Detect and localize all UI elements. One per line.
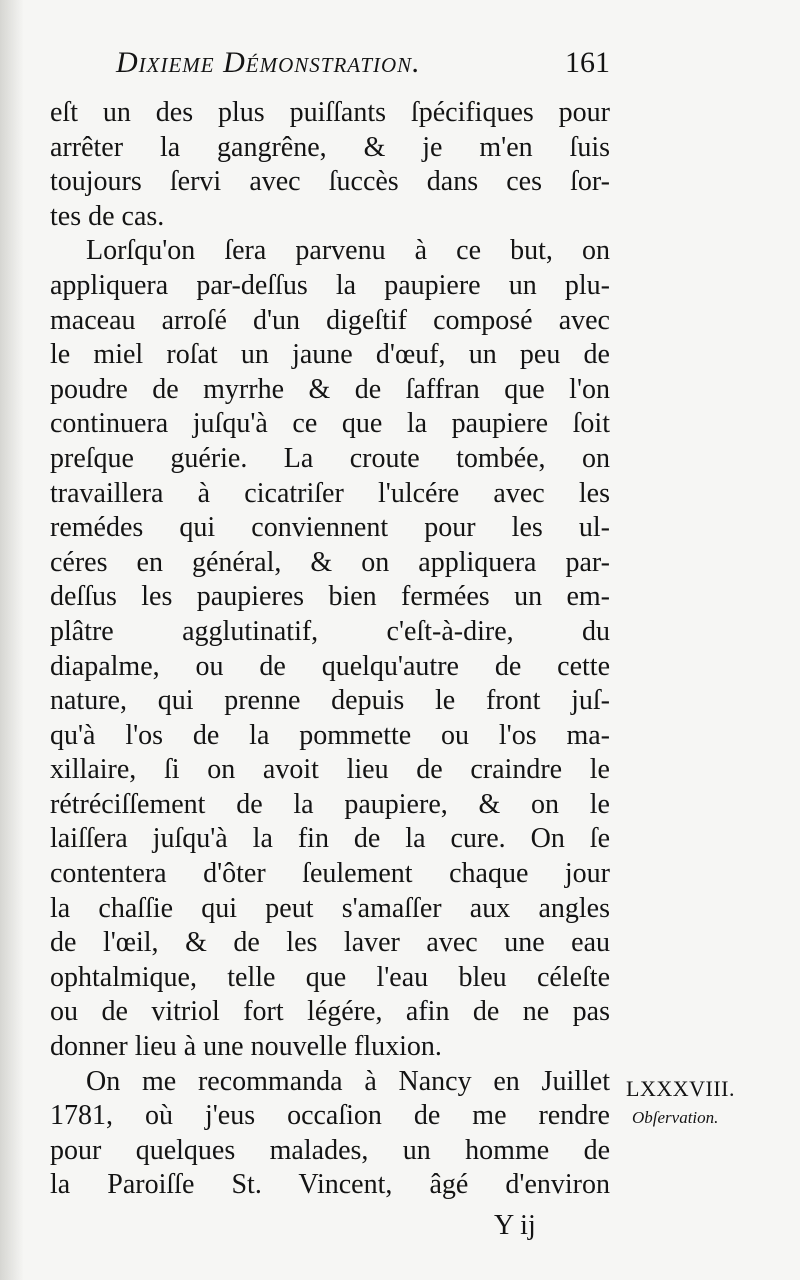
page-gutter-shadow (0, 0, 24, 1280)
text-line: rétréciſſement de la paupiere, & on le (50, 788, 610, 820)
running-title: Dixieme Démonstration. (116, 46, 421, 79)
text-line: céres en général, & on appliquera par- (50, 546, 610, 578)
text-line: le miel roſat un jaune d'œuf, un peu de (50, 339, 610, 371)
text-line: poudre de myrrhe & de ſaffran que l'on (50, 373, 610, 405)
text-line: remédes qui conviennent pour les ul- (50, 512, 610, 544)
body-text (50, 96, 610, 1203)
text-line: diapalme, ou de quelqu'autre de cette (50, 650, 610, 682)
text-line: laiſſera juſqu'à la fin de la cure. On ſe (50, 823, 610, 855)
page-number: 161 (565, 46, 610, 79)
text-line: la chaſſie qui peut s'amaſſer aux angles (50, 892, 610, 924)
text-line: continuera juſqu'à ce que la paupiere ſoit (50, 408, 610, 440)
text-line: toujours ſervi avec ſuccès dans ces ſor- (50, 166, 610, 198)
text-line: donner lieu à une nouvelle fluxion. (50, 1031, 442, 1063)
text-line: de l'œil, & de les laver avec une eau (50, 927, 610, 959)
text-line: On me recommanda à Nancy en Juillet (86, 1065, 610, 1097)
signature-mark: Y ij (494, 1210, 536, 1241)
observation-label: Obſervation. (632, 1108, 719, 1127)
text-line: qu'à l'os de la pommette ou l'os ma- (50, 719, 610, 751)
text-line: preſque guérie. La croute tombée, on (50, 442, 610, 474)
text-line: appliquera par-deſſus la paupiere un plu- (50, 269, 610, 301)
text-line: deſſus les paupieres bien fermées un em- (50, 581, 610, 613)
text-line: ou de vitriol fort légére, afin de ne pas (50, 996, 610, 1028)
text-line: 1781, où j'eus occaſion de me rendre (50, 1100, 610, 1132)
text-line: xillaire, ſi on avoit lieu de craindre le (50, 754, 610, 786)
margin-note (626, 1076, 786, 1128)
text-line: nature, qui prenne depuis le front juſ- (50, 685, 610, 717)
observation-number: LXXXVIII. (626, 1076, 735, 1101)
text-line: contentera d'ôter ſeulement chaque jour (50, 858, 610, 890)
text-line: plâtre agglutinatif, c'eſt-à-dire, du (50, 615, 610, 647)
page-header (110, 46, 610, 90)
text-line: travaillera à cicatriſer l'ulcére avec les (50, 477, 610, 509)
text-line: la Paroiſſe St. Vincent, âgé d'environ (50, 1169, 610, 1201)
text-line: arrêter la gangrêne, & je m'en ſuis (50, 131, 610, 163)
text-line: tes de cas. (50, 200, 165, 232)
text-line: pour quelques malades, un homme de (50, 1134, 610, 1166)
text-line: maceau arroſé d'un digeſtif composé avec (50, 304, 610, 336)
text-line: eſt un des plus puiſſants ſpécifiques pour (50, 97, 610, 128)
text-line: ophtalmique, telle que l'eau bleu céleſte (50, 961, 610, 993)
text-line: Lorſqu'on ſera parvenu à ce but, on (86, 235, 610, 267)
